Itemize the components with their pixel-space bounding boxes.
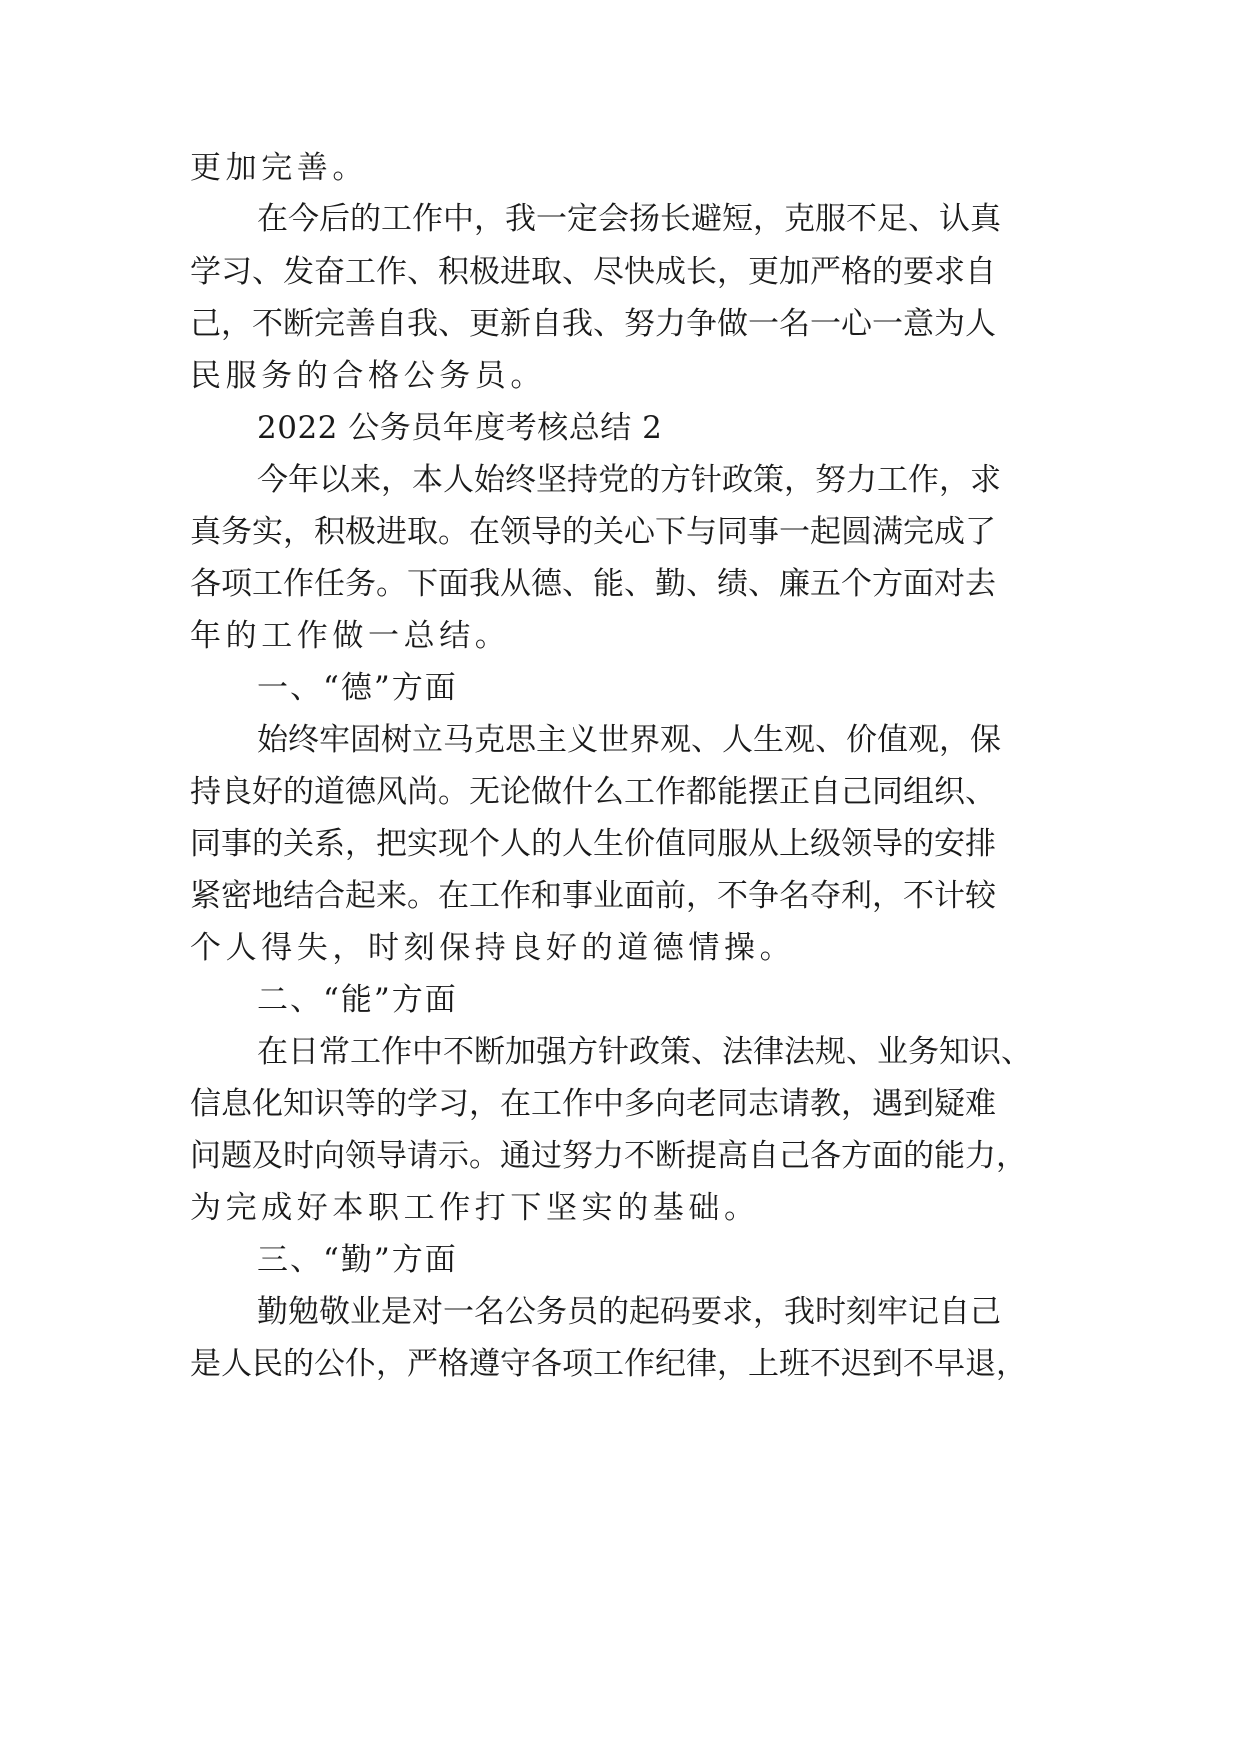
text-line: 更加完善。	[190, 150, 368, 186]
text-line: 在今后的工作中，我一定会扬长避短，克服不足、认真	[257, 201, 1001, 237]
text-line: 真务实，积极进取。在领导的关心下与同事一起圆满完成了	[190, 514, 996, 550]
text-line: 问题及时向领导请示。通过努力不断提高自己各方面的能力，	[190, 1138, 1027, 1174]
text-line: 是人民的公仆，严格遵守各项工作纪律，上班不迟到不早退，	[190, 1346, 1027, 1382]
text-line: 始终牢固树立马克思主义世界观、人生观、价值观，保	[257, 722, 1001, 758]
text-line: 今年以来，本人始终坚持党的方针政策，努力工作，求	[257, 462, 1001, 498]
section-title: 2022 公务员年度考核总结 2	[257, 410, 663, 446]
text-line: 学习、发奋工作、积极进取、尽快成长，更加严格的要求自	[190, 254, 996, 290]
text-line: 信息化知识等的学习，在工作中多向老同志请教，遇到疑难	[190, 1086, 996, 1122]
text-line: 紧密地结合起来。在工作和事业面前，不争名夺利，不计较	[190, 878, 996, 914]
section-heading: 三、“勤”方面	[257, 1242, 458, 1278]
text-line: 同事的关系，把实现个人的人生价值同服从上级领导的安排	[190, 826, 996, 862]
text-line: 民服务的合格公务员。	[190, 358, 546, 394]
text-line: 持良好的道德风尚。无论做什么工作都能摆正自己同组织、	[190, 774, 996, 810]
text-line: 各项工作任务。下面我从德、能、勤、绩、廉五个方面对去	[190, 566, 996, 602]
text-line: 在日常工作中不断加强方针政策、法律法规、业务知识、	[257, 1034, 1032, 1070]
text-line: 个人得失，时刻保持良好的道德情操。	[190, 930, 796, 966]
text-line: 为完成好本职工作打下坚实的基础。	[190, 1190, 760, 1226]
text-line: 年的工作做一总结。	[190, 618, 511, 654]
text-line: 勤勉敬业是对一名公务员的起码要求，我时刻牢记自己	[257, 1294, 1001, 1330]
text-line: 己，不断完善自我、更新自我、努力争做一名一心一意为人	[190, 306, 996, 342]
section-heading: 二、“能”方面	[257, 982, 458, 1018]
section-heading: 一、“德”方面	[257, 670, 458, 706]
